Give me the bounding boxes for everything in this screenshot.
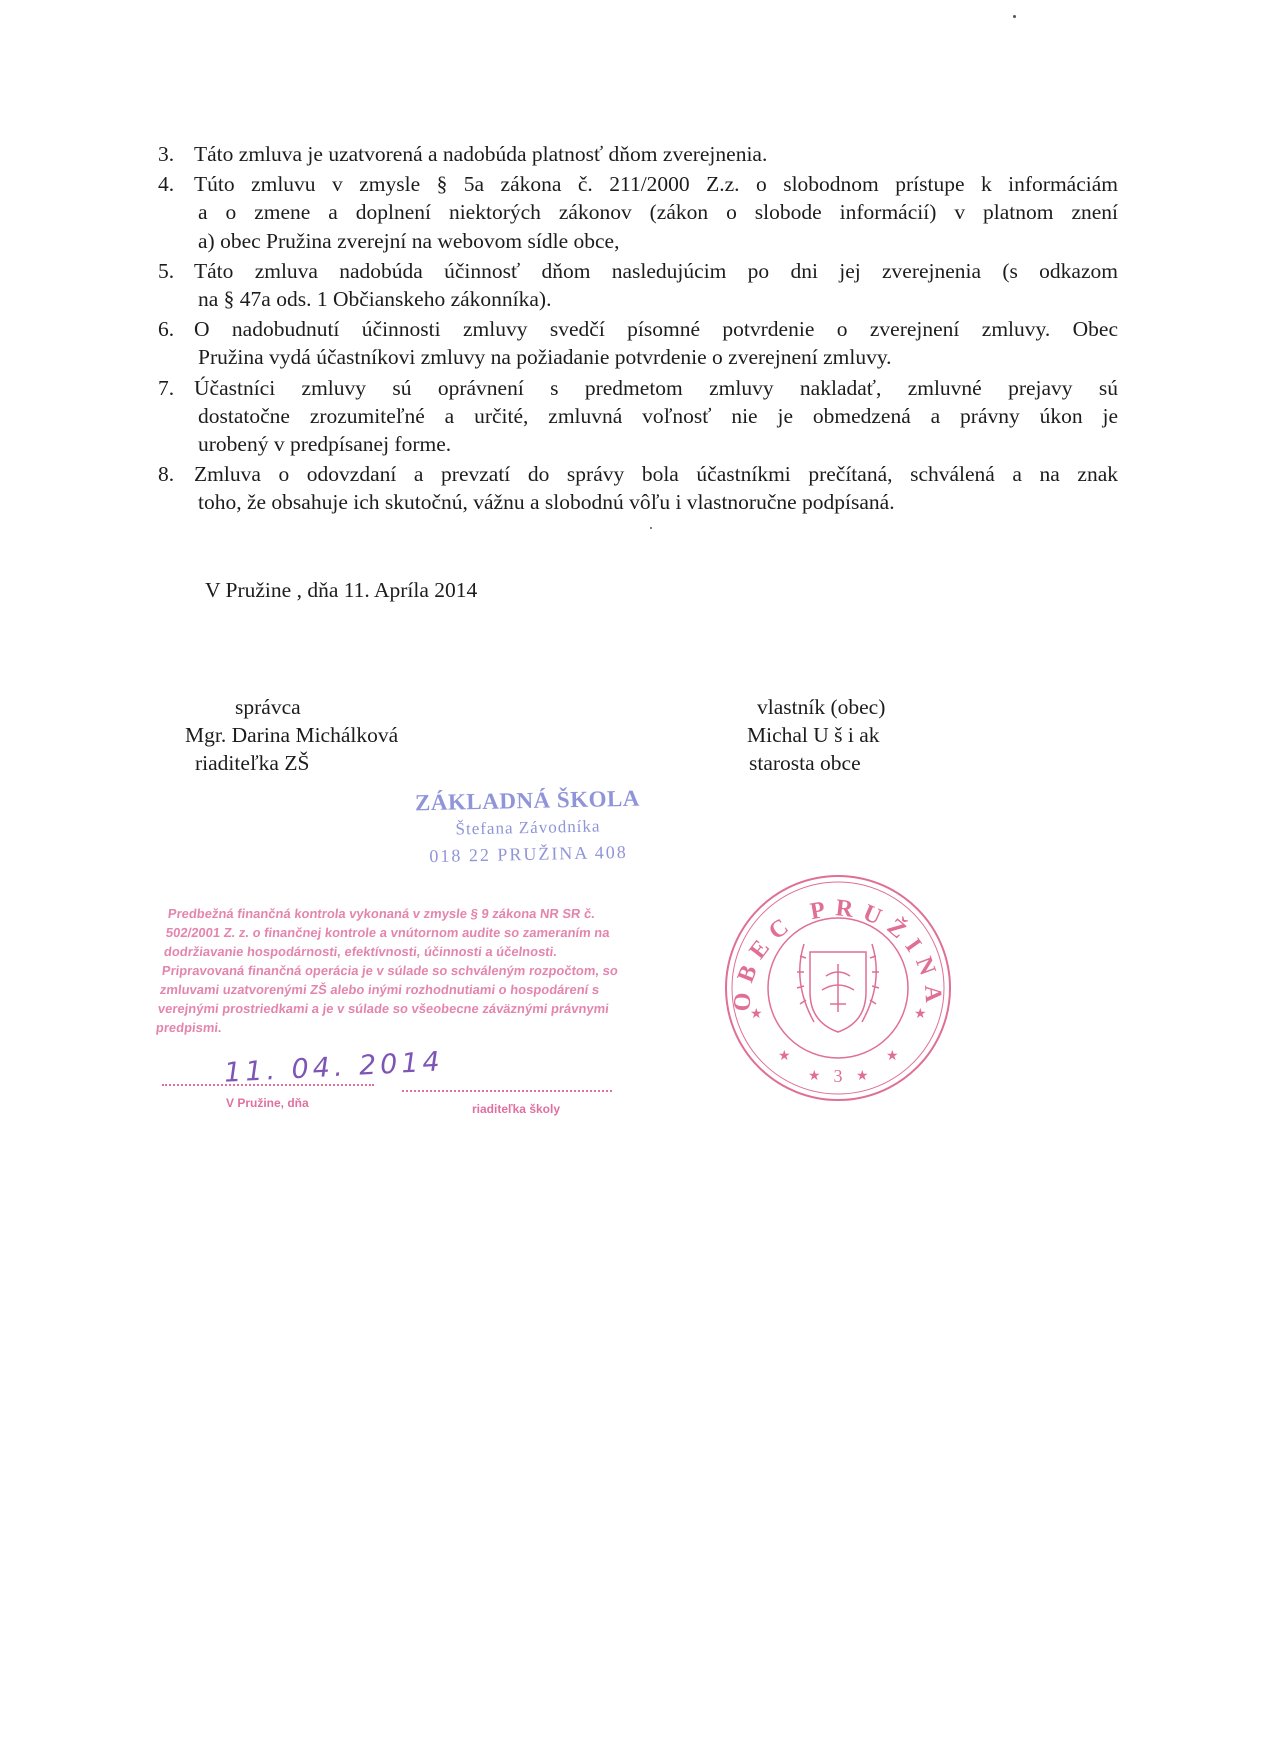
clause-number: 7. [158,375,175,400]
svg-text:★: ★ [778,1048,791,1064]
school-stamp-line3: 018 22 PRUŽINA 408 [429,841,629,867]
school-stamp-line1: ZÁKLADNÁ ŠKOLA [414,785,641,816]
clause-line: Pružina vydá účastníkovi zmluvy na požiadanie potvrdenie o zverejnení zmluvy. [198,345,892,370]
clause-line: a o zmene a doplnení niektorých zákonov (zákon o slobode informácií) v platnom znení [198,200,1118,225]
clause-5 [158,374,1118,459]
clause-line: toho, že obsahuje ich skutočnú, vážnu a slobodnú vôľu i vlastnoručne podpísaná. [198,490,895,515]
clause-3 [158,257,1118,313]
municipal-seal [722,872,954,1104]
scan-speck [1013,15,1016,18]
signature-block-owner [747,693,885,777]
place-and-date: V Pružine , dňa 11. Apríla 2014 [205,578,478,602]
signatory-role: správca [235,695,301,719]
clause-line: a) obec Pružina zverejní na webovom sídle obce, [198,228,620,253]
dotted-line [162,1084,374,1086]
clause-line: na § 47a ods. 1 Občianskeho zákonníka). [198,287,552,312]
clause-number: 6. [158,317,175,342]
clause-6 [158,460,1118,516]
signatory-name: Mgr. Darina Michálková [185,723,399,747]
school-stamp [397,785,659,867]
clause-line: Zmluva o odovzdaní a prevzatí do správy bola účastníkmi prečítaná, schválená a na znak [194,462,1118,487]
svg-text:★: ★ [886,1048,899,1064]
control-stamp-label-signer: riaditeľka školy [472,1102,561,1116]
clause-4 [158,315,1118,371]
clause-1 [158,140,1118,168]
clause-number: 5. [158,258,175,283]
clause-number: 8. [158,462,175,487]
seal-ring-text: OBEC PRUŽINA [729,895,947,1013]
financial-control-stamp [155,904,632,1116]
svg-text:★: ★ [856,1068,869,1084]
control-stamp-text: Predbežná finančná kontrola vykonaná v zmysle § 9 zákona NR SR č. 502/2001 Z. z. o finančnej kontrole a vnútornom audite so zameraním na dodržiavanie hospodárnosti, efektívnosti, účinnosti a účelnosti. Pripravovaná finančná operácia je v súlade so schváleným rozpočtom, so zmluvami uzatvorenými ZŠ alebo inými rozhodnutiami o hospodárení s verejnými prostriedkami a je v súlade so všeobecne záväznými právnymi predpismi. [155,906,619,1035]
svg-text:★: ★ [914,1006,927,1022]
clause-number: 3. [158,142,175,166]
clause-line: dostatočne zrozumiteľné a určité, zmluvná voľnosť nie je obmedzená a právny úkon je [198,403,1118,428]
school-stamp-line2: Štefana Závodníka [455,816,601,839]
clause-line: Táto zmluva je uzatvorená a nadobúda platnosť dňom zverejnenia. [194,142,768,166]
control-stamp-label-date: V Pružine, dňa [226,1096,309,1110]
signature-block-administrator [185,693,398,777]
dotted-line [402,1090,612,1092]
signatory-title: riaditeľka ZŠ [195,751,310,775]
signatory-title: starosta obce [749,751,861,775]
signatory-role: vlastník (obec) [757,695,886,719]
clause-line: urobený v predpísanej forme. [198,432,452,457]
clause-line: Účastníci zmluvy sú oprávnení s predmetom zmluvy nakladať, zmluvné prejavy sú [194,375,1118,400]
scan-speck [650,527,652,529]
clause-line: Táto zmluva nadobúda účinnosť dňom nasledujúcim po dni jej zverejnenia (s odkazom [194,258,1118,283]
svg-text:★: ★ [750,1006,763,1022]
handwritten-date: 11. 04. 2014 [223,1046,445,1089]
clause-number: 4. [158,172,175,197]
seal-number: 3 [833,1066,843,1086]
contract-clauses [158,140,1118,519]
clause-2 [158,170,1118,255]
svg-text:★: ★ [808,1068,821,1084]
clause-line: Túto zmluvu v zmysle § 5a zákona č. 211/2000 Z.z. o slobodnom prístupe k informáciám [194,172,1118,197]
signatory-name: Michal U š i ak [747,723,880,747]
clause-line: O nadobudnutí účinnosti zmluvy svedčí písomné potvrdenie o zverejnení zmluvy. Obec [194,317,1118,342]
seal-coat-of-arms-icon [797,944,879,1032]
